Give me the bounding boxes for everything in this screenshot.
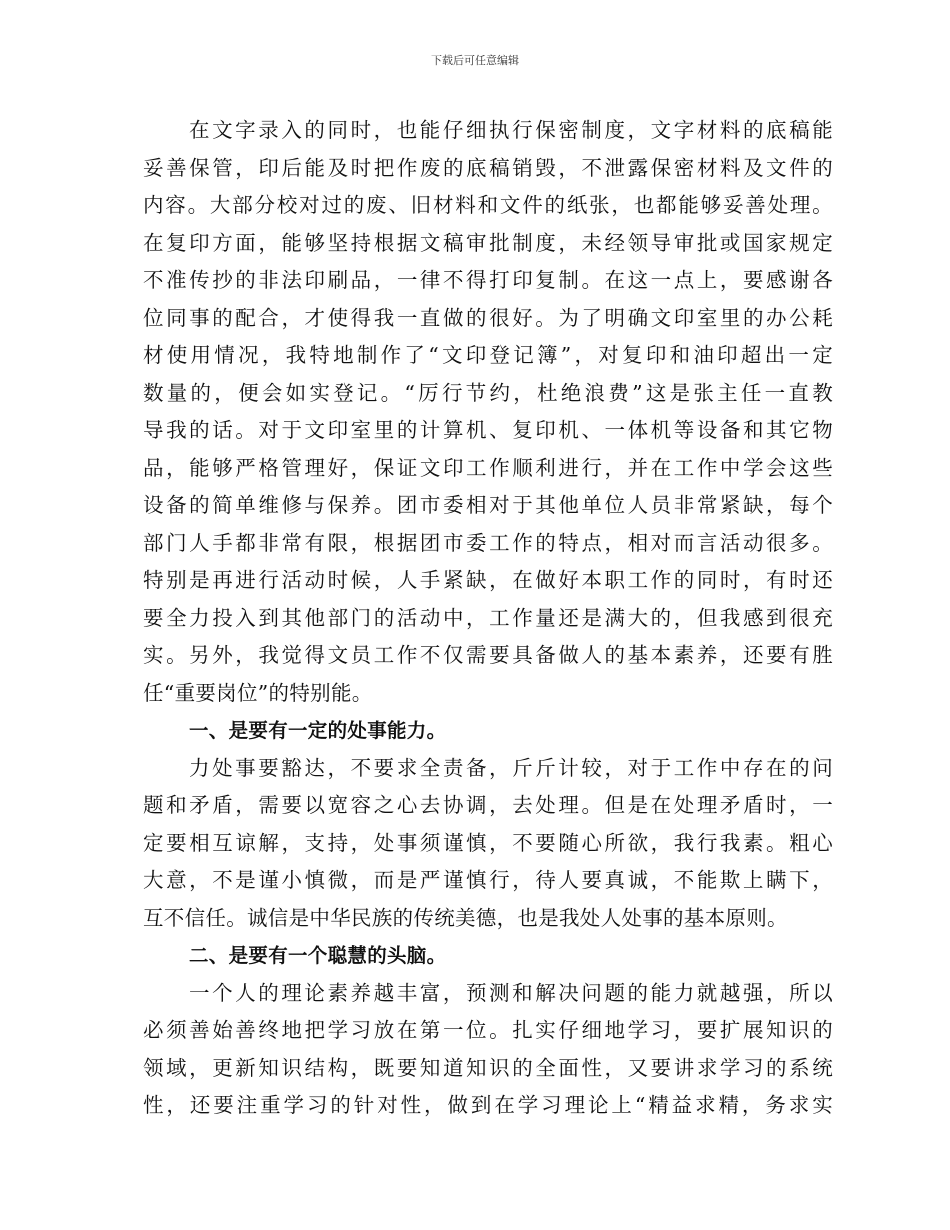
text-line: 特别是再进行活动时候，人手紧缺，在做好本职工作的同时，有时还 — [143, 568, 833, 592]
text-line: 要全力投入到其他部门的活动中，工作量还是满大的，但我感到很充 — [143, 605, 833, 630]
text-line: 位同事的配合，才使得我一直做的很好。为了明确文印室里的办公耗 — [143, 305, 833, 330]
text-line: 部门人手都非常有限，根据团市委工作的特点，相对而言活动很多。 — [143, 530, 833, 555]
text-line: 设备的简单维修与保养。团市委相对于其他单位人员非常紧缺，每个 — [143, 493, 833, 517]
text-line: 力处事要豁达，不要求全责备，斤斤计较，对于工作中存在的问 — [189, 755, 833, 780]
text-line: 题和矛盾，需要以宽容之心去协调，去处理。但是在处理矛盾时，一 — [143, 793, 833, 817]
text-line: 性，还要注重学习的针对性，做到在学习理论上“精益求精，务求实 — [143, 1093, 833, 1117]
page-header: 下载后可任意编辑 — [431, 54, 519, 67]
text-line: 领域，更新知识结构，既要知道知识的全面性，又要讲求学习的系统 — [143, 1055, 833, 1080]
text-line: 不准传抄的非法印刷品，一律不得打印复制。在这一点上，要感谢各 — [143, 268, 833, 292]
text-line: 材使用情况，我特地制作了“文印登记簿”，对复印和油印超出一定 — [143, 343, 833, 367]
document-body — [143, 112, 833, 1125]
text-line: 品，能够严格管理好，保证文印工作顺利进行，并在工作中学会这些 — [143, 455, 833, 480]
text-line: 数量的，便会如实登记。“厉行节约，杜绝浪费”这是张主任一直教 — [143, 380, 833, 405]
text-line: 在文字录入的同时，也能仔细执行保密制度，文字材料的底稿能 — [189, 118, 833, 142]
text-line: 实。另外，我觉得文员工作不仅需要具备做人的基本素养，还要有胜 — [143, 643, 833, 667]
text-line: 互不信任。诚信是中华民族的传统美德，也是我处人处事的基本原则。 — [143, 905, 788, 930]
text-line: 一个人的理论素养越丰富，预测和解决问题的能力就越强，所以 — [189, 980, 833, 1005]
text-line: 内容。大部分校对过的废、旧材料和文件的纸张，也都能够妥善处理。 — [143, 193, 833, 217]
section-heading: 一、是要有一定的处事能力。 — [189, 719, 447, 742]
text-line: 导我的话。对于文印室里的计算机、复印机、一体机等设备和其它物 — [143, 418, 833, 442]
text-line: 任“重要岗位”的特别能。 — [143, 680, 373, 705]
text-line: 在复印方面，能够坚持根据文稿审批制度，未经领导审批或国家规定 — [143, 230, 833, 255]
text-line: 大意，不是谨小慎微，而是严谨慎行，待人要真诚，不能欺上瞒下， — [143, 868, 833, 892]
text-line: 定要相互谅解，支持，处事须谨慎，不要随心所欲，我行我素。粗心 — [143, 830, 833, 855]
text-line: 必须善始善终地把学习放在第一位。扎实仔细地学习，要扩展知识的 — [143, 1018, 833, 1042]
text-line: 妥善保管，印后能及时把作废的底稿销毁，不泄露保密材料及文件的 — [143, 155, 833, 180]
section-heading: 二、是要有一个聪慧的头脑。 — [189, 944, 447, 967]
